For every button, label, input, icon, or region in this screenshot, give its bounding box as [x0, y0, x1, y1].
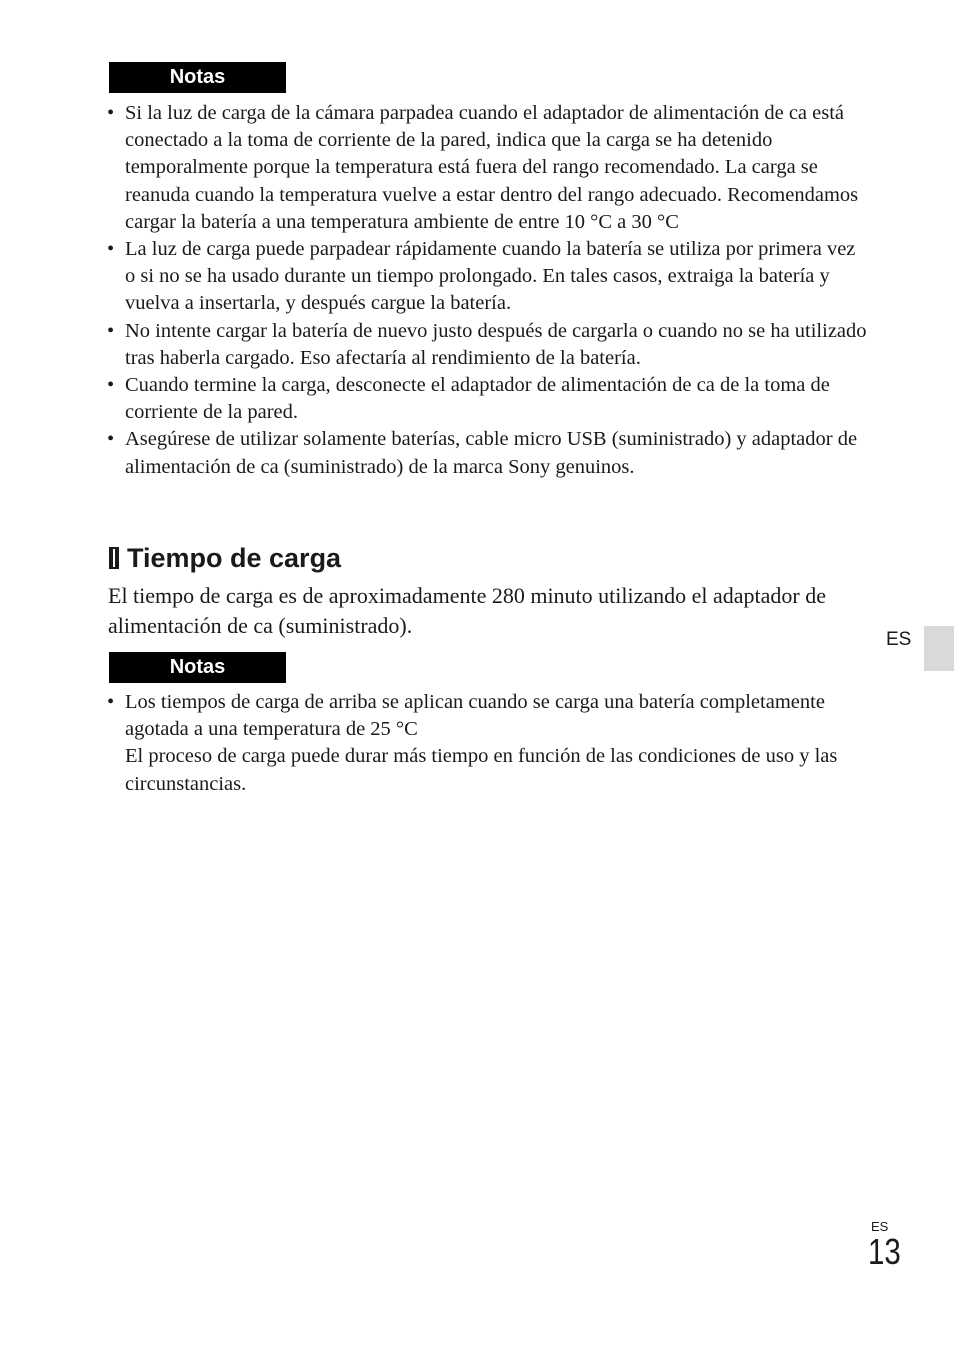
notes-label: Notas	[109, 62, 286, 93]
notes-list	[107, 689, 867, 798]
notes-list	[107, 100, 867, 481]
section-marker-icon	[109, 547, 119, 569]
note-text: Asegúrese de utilizar solamente baterías, cable micro USB (suministrado) y adaptador de alimentación de ca (suministrado) de la marca Sony genuinos.	[125, 428, 858, 478]
bullet-icon: •	[107, 102, 115, 124]
note-continuation: El proceso de carga puede durar más tiempo en función de las condiciones de uso y las circunstancias.	[125, 745, 838, 795]
list-item	[107, 426, 867, 480]
footer-language: ES	[871, 1219, 889, 1234]
list-item	[107, 236, 867, 318]
language-tab	[924, 626, 954, 671]
list-item	[107, 689, 867, 798]
note-text: La luz de carga puede parpadear rápidamente cuando la batería se utiliza por primera vez o si no se ha usado durante un tiempo prolongado. En tales casos, extraiga la batería y vuelva a insertarla, y después cargue la batería.	[125, 238, 856, 315]
note-text: Cuando termine la carga, desconecte el adaptador de alimentación de ca de la toma de corriente de la pared.	[125, 374, 830, 424]
section-title: Tiempo de carga	[127, 542, 342, 573]
bullet-icon: •	[107, 238, 115, 261]
notes-label: Notas	[109, 652, 286, 683]
list-item	[107, 318, 867, 372]
bullet-icon: •	[107, 691, 115, 713]
section-body: El tiempo de carga es de aproximadamente 280 minuto utilizando el adaptador de alimentación de ca (suministrado).	[108, 583, 827, 638]
note-text: Los tiempos de carga de arriba se aplican cuando se carga una batería completamente agotada a una temperatura de 25 °C	[125, 691, 825, 741]
bullet-icon: •	[107, 319, 115, 342]
list-item	[107, 372, 867, 426]
bullet-icon: •	[107, 374, 115, 397]
note-text: Si la luz de carga de la cámara parpadea cuando el adaptador de alimentación de ca está conectado a la toma de corriente de la pared, indica que la carga se ha detenido temporalmente porque la temperatura está fuera del rango recomendado. La carga se reanuda cuando la temperatura vuelve a estar dentro del rango adecuado. Recomendamos cargar la batería a una temperatura ambiente de entre 10 °C a 30 °C	[125, 102, 859, 233]
bullet-icon: •	[107, 428, 115, 451]
page-number: 13	[868, 1231, 901, 1272]
language-tab-label: ES	[886, 629, 912, 650]
section-heading	[109, 541, 341, 575]
list-item	[107, 100, 867, 236]
note-text: No intente cargar la batería de nuevo justo después de cargarla o cuando no se ha utilizado tras haberla cargado. Eso afectaría al rendimiento de la batería.	[125, 319, 867, 369]
